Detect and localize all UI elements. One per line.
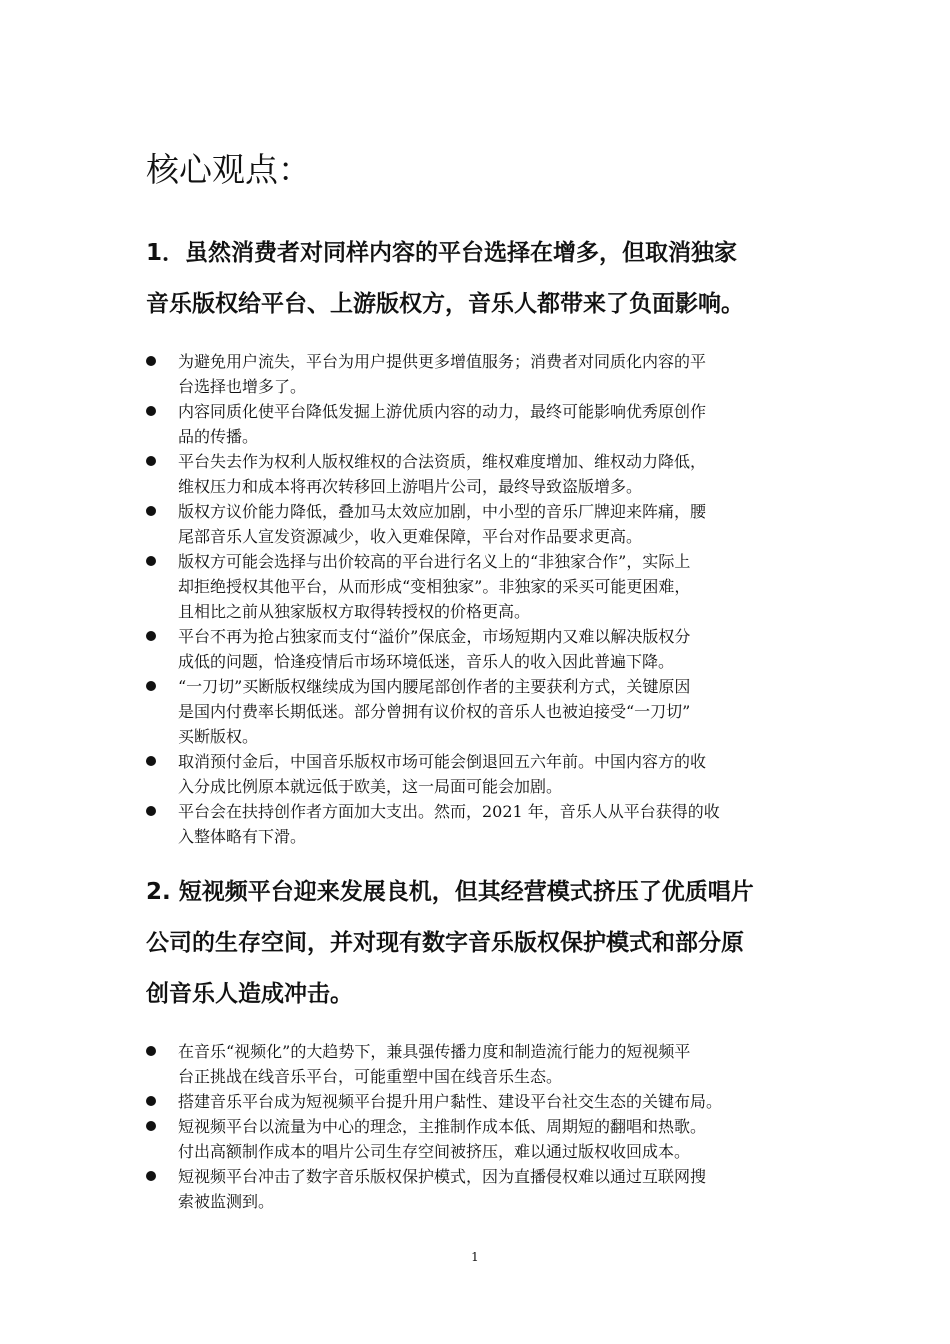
bullet-icon	[146, 1121, 156, 1131]
list-item	[146, 1039, 826, 1089]
list-item-text: 成低的问题，恰逢疫情后市场环境低迷，音乐人的收入因此普遍下降。	[178, 652, 675, 671]
list-item-text: 是国内付费率长期低迷。部分曾拥有议价权的音乐人也被迫接受“一刀切”	[178, 702, 691, 721]
section-1-bullet-list	[146, 349, 826, 849]
list-item-text: 入分成比例原本就远低于欧美，这一局面可能会加剧。	[178, 777, 563, 796]
bullet-icon	[146, 681, 156, 691]
bullet-icon	[146, 356, 156, 366]
list-item-text: 内容同质化使平台降低发掘上游优质内容的动力，最终可能影响优秀原创作	[178, 402, 707, 421]
list-item	[146, 749, 826, 799]
list-item-text: 搭建音乐平台成为短视频平台提升用户黏性、建设平台社交生态的关键布局。	[178, 1092, 723, 1111]
list-item	[146, 1164, 826, 1214]
list-item	[146, 674, 826, 749]
list-item-text: 平台失去作为权利人版权维权的合法资质，维权难度增加、维权动力降低，	[178, 452, 707, 471]
section-1-heading-line: 音乐版权给平台、上游版权方，音乐人都带来了负面影响。	[146, 291, 744, 317]
list-item-text: 为避免用户流失，平台为用户提供更多增值服务；消费者对同质化内容的平	[178, 352, 707, 371]
page-number: 1	[471, 1250, 479, 1264]
list-item-text: 平台会在扶持创作者方面加大支出。然而，2021 年，音乐人从平台获得的收	[178, 802, 720, 821]
list-item	[146, 449, 826, 499]
list-item-text: 短视频平台冲击了数字音乐版权保护模式，因为直播侵权难以通过互联网搜	[178, 1167, 707, 1186]
list-item-text: 却拒绝授权其他平台，从而形成“变相独家”。非独家的采买可能更困难，	[178, 577, 691, 596]
section-2-heading-line: 2. 短视频平台迎来发展良机，但其经营模式挤压了优质唱片	[146, 879, 754, 905]
list-item-text: 取消预付金后，中国音乐版权市场可能会倒退回五六年前。中国内容方的收	[178, 752, 707, 771]
bullet-icon	[146, 456, 156, 466]
bullet-icon	[146, 806, 156, 816]
bullet-icon	[146, 631, 156, 641]
list-item-text: 且相比之前从独家版权方取得转授权的价格更高。	[178, 602, 531, 621]
list-item-text: 短视频平台以流量为中心的理念，主推制作成本低、周期短的翻唱和热歌。	[178, 1117, 707, 1136]
section-2-heading	[146, 867, 826, 1020]
list-item-text: 索被监测到。	[178, 1192, 275, 1211]
list-item-text: 入整体略有下滑。	[178, 827, 307, 846]
bullet-icon	[146, 1046, 156, 1056]
section-1-heading-line: 1．虽然消费者对同样内容的平台选择在增多，但取消独家	[146, 240, 738, 266]
section-2-heading-line: 公司的生存空间，并对现有数字音乐版权保护模式和部分原	[146, 930, 744, 956]
bullet-icon	[146, 1171, 156, 1181]
bullet-icon	[146, 506, 156, 516]
list-item-text: 买断版权。	[178, 727, 259, 746]
list-item-text: 平台不再为抢占独家而支付“溢价”保底金，市场短期内又难以解决版权分	[178, 627, 691, 646]
list-item-text: “一刀切”买断版权继续成为国内腰尾部创作者的主要获利方式，关键原因	[178, 677, 691, 696]
section-2-heading-line: 创音乐人造成冲击。	[146, 981, 353, 1007]
list-item	[146, 624, 826, 674]
list-item-text: 品的传播。	[178, 427, 259, 446]
list-item-text: 版权方可能会选择与出价较高的平台进行名义上的“非独家合作”，实际上	[178, 552, 691, 571]
page-title: 核心观点：	[146, 150, 311, 189]
bullet-icon	[146, 756, 156, 766]
list-item	[146, 1089, 826, 1114]
list-item-text: 维权压力和成本将再次转移回上游唱片公司，最终导致盗版增多。	[178, 477, 643, 496]
list-item	[146, 1114, 826, 1164]
list-item	[146, 349, 826, 399]
list-item	[146, 399, 826, 449]
list-item-text: 付出高额制作成本的唱片公司生存空间被挤压，难以通过版权收回成本。	[178, 1142, 691, 1161]
list-item	[146, 549, 826, 624]
section-1-heading	[146, 228, 826, 330]
bullet-icon	[146, 556, 156, 566]
list-item-text: 台正挑战在线音乐平台，可能重塑中国在线音乐生态。	[178, 1067, 563, 1086]
list-item-text: 尾部音乐人宣发资源减少，收入更难保障，平台对作品要求更高。	[178, 527, 643, 546]
list-item	[146, 499, 826, 549]
section-2-bullet-list	[146, 1039, 826, 1214]
list-item-text: 台选择也增多了。	[178, 377, 307, 396]
list-item	[146, 799, 826, 849]
list-item-text: 版权方议价能力降低，叠加马太效应加剧，中小型的音乐厂牌迎来阵痛，腰	[178, 502, 707, 521]
list-item-text: 在音乐“视频化”的大趋势下，兼具强传播力度和制造流行能力的短视频平	[178, 1042, 691, 1061]
bullet-icon	[146, 406, 156, 416]
bullet-icon	[146, 1096, 156, 1106]
